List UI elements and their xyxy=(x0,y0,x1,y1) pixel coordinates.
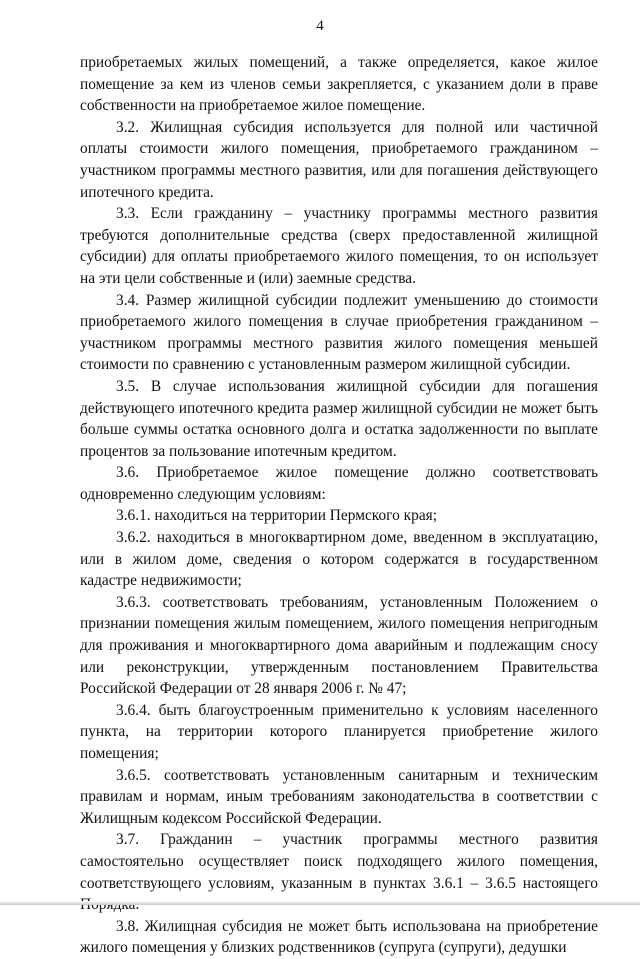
paragraph-3-6-5: 3.6.5. соответствовать установленным санитарным и техническим правилам и нормам, иным требованиям законодательства в соответствии с Жилищным кодексом Российской Федерации. xyxy=(80,766,598,827)
paragraph-3-6-3: 3.6.3. соответствовать требованиям, установленным Положением о признании помещения жилым помещением, жилого помещения непригодным для проживания и многоквартирного дома аварийным и подлежащим сносу или реконструкции, утвержденным постановлением Правительства Российской Федерации от 28 января 2006 г. № 47; xyxy=(80,593,598,698)
paragraph-3-4: 3.4. Размер жилищной субсидии подлежит уменьшению до стоимости приобретаемого жилого помещения в случае приобретения гражданином – участником программы местного развития жилого помещения меньшей стоимости по сравнению с установленным размером жилищной субсидии. xyxy=(80,291,598,374)
page-number: 4 xyxy=(316,18,324,34)
paragraph-3-2: 3.2. Жилищная субсидия используется для полной или частичной оплаты стоимости жилого помещения, приобретаемого гражданином – участником программы местного развития, или для погашения действующего ипотечного кредита. xyxy=(80,118,598,201)
paragraph-3-5: 3.5. В случае использования жилищной субсидии для погашения действующего ипотечного кредита размер жилищной субсидии не может быть больше суммы остатка основного долга и остатка задолженности по выплате процентов за пользование ипотечным кредитом. xyxy=(80,377,598,460)
paragraph-3-8: 3.8. Жилищная субсидия не может быть использована на приобретение жилого помещения у близких родственников (супруга (супруги), дедушки xyxy=(80,917,598,957)
scan-edge xyxy=(0,901,640,905)
paragraph-3-6: 3.6. Приобретаемое жилое помещение должно соответствовать одновременно следующим условиям: xyxy=(80,464,598,503)
paragraph-3-3: 3.3. Если гражданину – участнику программы местного развития требуются дополнительные средства (сверх предоставленной жилищной субсидии) для оплаты приобретаемого жилого помещения, то он использует на эти цели собственные и (или) заемные средства. xyxy=(80,205,598,287)
paragraph-3-7: 3.7. Гражданин – участник программы местного развития самостоятельно осуществляет поиск подходящего жилого помещения, соответствующего условиям, указанным в пунктах 3.6.1 – 3.6.5 настоящего xyxy=(80,831,598,892)
paragraph-continuation: приобретаемых жилых помещений, а также определяется, какое жилое помещение за кем из членов семьи закрепляется, с указанием доли в праве собственности на приобретаемое жилое помещение. xyxy=(80,54,598,115)
paragraph-3-6-4: 3.6.4. быть благоустроенным применительно к условиям населенного пункта, на территории которого планируется приобретение жилого помещения; xyxy=(80,701,598,762)
paragraph-3-6-2: 3.6.2. находиться в многоквартирном доме, введенном в эксплуатацию, или в жилом доме, сведения о котором содержатся в государственном кадастре недвижимости; xyxy=(80,529,598,590)
document-body xyxy=(80,52,598,959)
paragraph-3-6-1: 3.6.1. находиться на территории Пермского края; xyxy=(116,507,438,525)
